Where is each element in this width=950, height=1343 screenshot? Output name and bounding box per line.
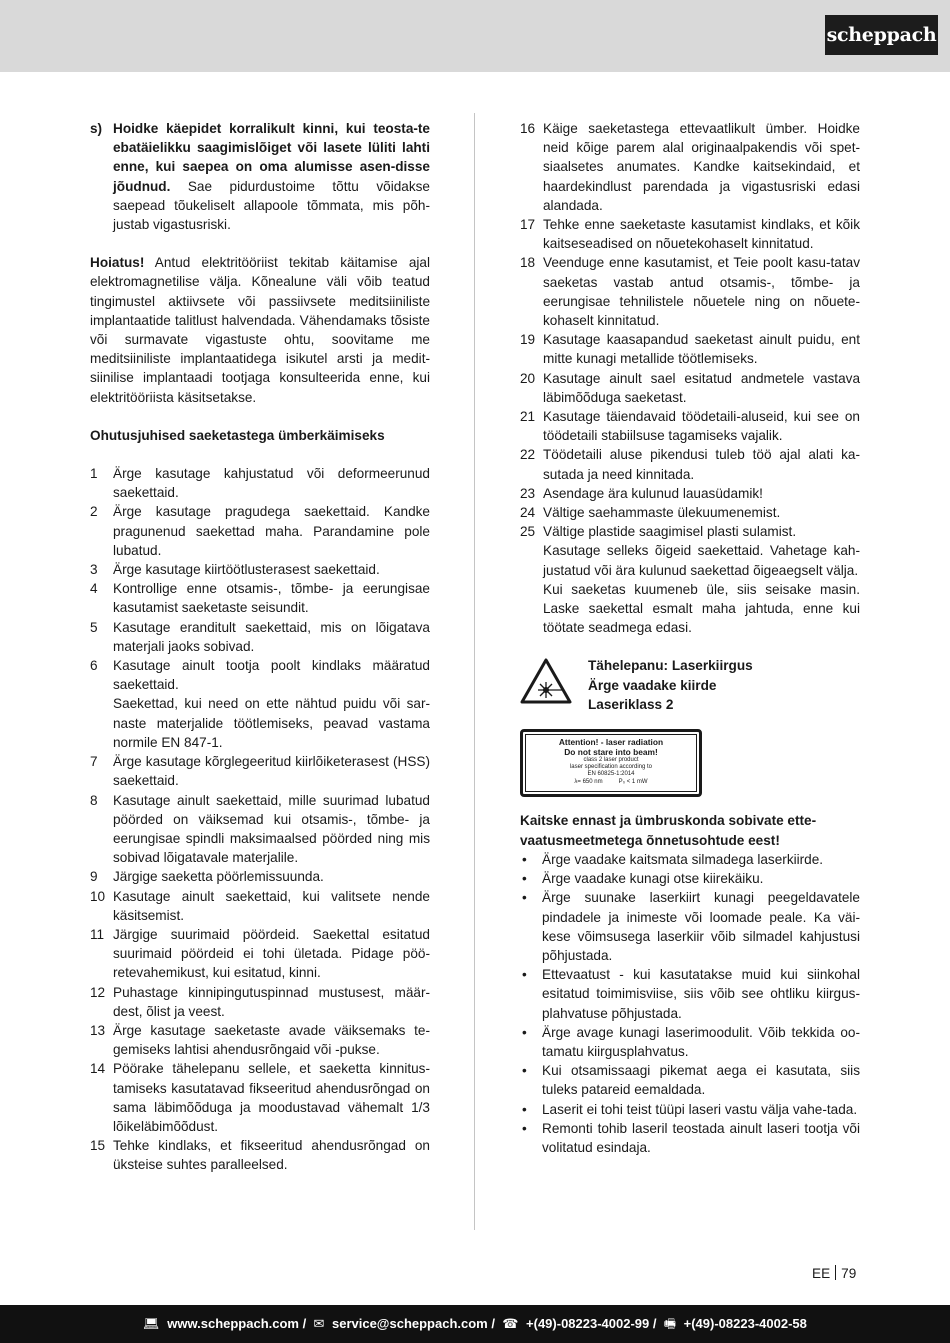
item-text [113,119,430,234]
item-number: 5 [90,619,98,635]
laser-line-1: Tähelepanu: Laserkiirgus [588,658,753,674]
item-text: Vältige plastide saagimisel plasti sulamist. [543,524,797,540]
bullet-item [520,850,860,869]
list-item [520,484,860,503]
laser-line-2: Ärge vaadake kiirde [588,677,717,693]
item-text: Tehke kindlaks, et fikseeritud ahendusrõngad on üksteise suhtes paralleelsed. [113,1138,430,1173]
item-number: 16 [520,121,536,136]
item-number: 14 [90,1061,106,1077]
list-item [90,925,430,983]
mail-icon: ✉︎ [313,1316,325,1331]
list-item [90,656,430,694]
item-subtext: Kasutage selleks õigeid saekettaid. Vahetage kah-justatud või ära kulunud saekettad õigeaegselt välja. [543,543,860,578]
item-number: 15 [90,1138,106,1154]
item-text: Puhastage kinnipingutuspinnad mustusest, määr-dest, õlist ja veest. [113,984,430,1019]
saw-blade-safety-list-continued [520,119,860,637]
laser-class-label [520,729,702,797]
item-s-text: Sae pidurdustoime tõttu võidakse saepead tõukeliselt allapoole tõmmata, mis põh-justab vigastusriski. [113,178,430,233]
laser-safety-bullets [520,850,860,1157]
item-number: 7 [90,754,98,770]
bullet-icon: • [522,1063,527,1079]
label-line-5: EN 60825-1:2014 [587,771,635,778]
item-number: 17 [520,217,536,233]
bullet-text: Kui otsamissaagi pikemat aega ei kasutata, siis tuleks patareid eemaldada. [542,1063,860,1098]
item-number: 19 [520,332,536,348]
item-text: Kasutage ainult sael esitatud andmetele vastava läbimõõduga saeketast. [543,370,860,405]
computer-icon: 💻︎ [143,1316,160,1331]
label-line-3: class 2 laser product [583,757,639,764]
scheppach-logo [825,15,938,55]
list-item [90,464,430,502]
saw-blade-safety-list [90,464,430,1175]
section-heading: Ohutusjuhised saeketastega ümberkäimiseks [90,427,385,443]
list-item [90,791,430,868]
laser-label-inner [525,734,697,792]
bullet-icon: • [522,1024,527,1040]
list-item [90,1136,430,1174]
page-number-value: 79 [841,1266,857,1281]
item-subtext: Saekettad, kui need on ette nähtud puidu või sar-naste materjalide töötlemiseks, peavad vastama normile EN 847-1. [113,696,430,750]
bullet-icon: • [522,890,527,906]
list-item [520,407,860,445]
item-number: 24 [520,505,536,521]
item-number: 12 [90,984,106,1000]
label-line-4: laser specification according to [569,764,653,771]
warning-paragraph [90,253,430,407]
bullet-item [520,965,860,1023]
item-number: 11 [90,926,105,942]
bullet-text: Laserit ei tohi teist tüüpi laseri vastu välja vahe-tada. [542,1101,858,1117]
item-number: 4 [90,581,98,597]
item-text: Vältige saehammaste ülekuumenemist. [543,505,781,521]
laser-line-3: Laseriklass 2 [588,696,674,712]
list-item [90,983,430,1021]
item-subtext: Kui saeketas kuumeneb üle, siis seisake masin. Laske saekettal esmalt maha jahtuda, enne kui töötate seadmega edasi. [543,581,860,636]
bullet-text: Ärge vaadake kunagi otse kiirekäiku. [542,871,764,887]
item-text: Käige saeketastega ettevaatlikult ümber. Hoidke neid kõige parem alal originaalpakendis või spet-siaalsetes anumates. Kandke kaitsekindaid, et haardekindlust parendada ja vigastusriski edasi alandada. [543,121,860,213]
item-text: Kasutage ainult saekettaid, mille suurimad lubatud pöörded on väiksemad kui otsamis-, tõmbe- ja eerungisae spindli maksimaalsed pöörded ning mis sobivad lõigatavale materjalile. [113,792,430,866]
item-text: Ärge kasutage kiirtöötlusterasest saekettaid. [113,562,380,578]
bullet-text: Ärge vaadake kaitsmata silmadega laserkiirde. [542,851,824,867]
item-number: 1 [90,466,98,482]
item-number: 9 [90,869,98,885]
list-item [90,560,430,579]
list-item [90,752,430,790]
bullet-item [520,869,860,888]
item-text: Kontrollige enne otsamis-, tõmbe- ja eerungisae kasutamist saeketaste seisundit. [113,581,430,616]
label-line-1: Attention! - laser radiation [558,737,664,748]
bullet-item [520,1023,860,1061]
list-item [520,330,860,368]
item-number: 21 [520,409,536,425]
page-number-separator [835,1265,836,1280]
list-item [520,445,860,483]
logo-text: scheppach [826,24,937,46]
warning-label: Hoiatus! [90,255,145,271]
bullet-item [520,1119,860,1157]
bullet-text: Ärge suunake laserkiirt kunagi peegeldavatele pindadele ja inimeste või loomade peale. Ka väi-kese võimsusega laserkiir võib silmadel kahjustusi põhjustada. [542,890,860,963]
page-lang: EE [812,1266,831,1281]
item-s-bold: Hoidke käepidet korralikult kinni, kui teosta-te ebatäielikku saagimislõiget või lasete lüliti lahti enne, kui saepea on oma alumisse asen-disse jõudnud. [113,121,430,194]
footer-phone: +(49)-08223-4002-99 / [526,1316,657,1331]
list-item [90,1059,430,1136]
laser-warning-block [520,656,860,801]
label-line-6 [526,778,696,786]
list-item [90,867,430,886]
item-text: Kasutage ainult tootja poolt kindlaks määratud saekettaid. [113,658,430,693]
laser-warning-text [588,656,860,714]
bullet-icon: • [522,851,527,867]
item-number: 8 [90,792,98,808]
list-item [90,579,430,617]
item-text: Ärge kasutage kõrglegeeritud kiirlõiketerasest (HSS) saekettaid. [113,754,430,789]
item-text: Töödetaili aluse pikendusi tuleb töö ajal alati ka-sutada ja need kinnitada. [543,447,860,482]
item-number: 18 [520,255,536,271]
label-line-2: Do not stare into beam! [564,747,658,758]
right-column [520,119,860,1157]
list-item [90,887,430,925]
bullet-icon: • [522,1101,527,1117]
item-number: 22 [520,447,536,463]
item-number: 25 [520,524,536,540]
label-power: P₀ < 1 mW [618,779,648,786]
protect-heading: Kaitske ennast ja ümbruskonda sobivate ette-vaatusmeetmetega õnnetusohtude eest! [520,813,817,848]
list-item [520,215,860,253]
item-text: Ärge kasutage pragudega saekettaid. Kandke pragunenud saekettad maha. Parandamine pole lubatud. [113,504,430,558]
list-item [90,502,430,560]
bullet-text: Ärge avage kunagi laserimoodulit. Võib tekkida oo-tamatu kiirgusplahvatus. [542,1024,860,1059]
page-header [0,0,950,72]
item-text: Kasutage täiendavaid töödetaili-aluseid, kui see on töödetaili stabiilsuse tagamiseks vajalik. [543,409,860,444]
item-text: Ärge kasutage saeketaste avade väiksemaks te-gemiseks lahtisi ahendusrõngaid või -pukse. [113,1022,430,1058]
page-footer [0,1305,950,1343]
item-text: Kasutage kaasapandud saeketast ainult puidu, ent mitte kunagi metallide töötlemiseks. [543,332,860,367]
item-marker: s) [90,121,103,136]
footer-fax: +(49)-08223-4002-58 [683,1316,807,1331]
item-number: 10 [90,888,106,904]
list-item [520,522,860,541]
list-item [520,503,860,522]
bullet-text: Ettevaatust - kui kasutatakse muid kui siinkohal esitatud toimimisviise, siis võib see ohtliku kiirgus-plahvatuse põhjustada. [542,967,860,1021]
safety-item-s [90,119,430,234]
fax-icon: 🖷︎ [663,1316,676,1331]
laser-warning-icon [520,658,572,704]
item-number: 2 [90,504,98,520]
warning-text: Antud elektritööriist tekitab käitamise ajal elektromagnetilise välja. Kõnealune väli võib teatud tingimustel aktiivsete või passiivsete meditsiiniliste implantaatide talitlust halvendada. Vähendamaks tõsiste või surmavate vigastuste ohtu, soovitame me meditsiiniliste implantaatidega isikutel arsti ja medit-siinilise implantaadi tootjaga konsulteerida enne, kui elektritööriista käsitsetakse. [90,255,430,405]
label-wavelength: λ= 650 nm [574,779,603,786]
phone-icon: ☎︎ [502,1316,519,1331]
bullet-icon: • [522,1120,527,1136]
footer-email[interactable]: service@scheppach.com / [331,1316,495,1331]
item-text: Ärge kasutage kahjustatud või deformeerunud saekettaid. [113,466,430,501]
item-text: Järgige saeketta pöörlemissuunda. [113,869,324,885]
column-divider [474,113,475,1230]
bullet-text: Remonti tohib laseril teostada ainult laseri tootja või volitatud esindaja. [542,1120,860,1155]
item-number: 3 [90,562,98,578]
item-text: Tehke enne saeketaste kasutamist kindlaks, et kõik kaitseseadised on nõuetekohaselt kinnitatud. [543,217,860,252]
bullet-item [520,1100,860,1119]
item-text: Veenduge enne kasutamist, et Teie poolt kasu-tatav saeketas vastab antud otsamis-, tõmbe- ja eerungisae tehnilistele nõuetele ning on nõuete-kohaselt kinnitatud. [543,255,860,329]
bullet-item [520,1061,860,1099]
item-number: 13 [90,1022,106,1038]
bullet-icon: • [522,967,527,983]
list-item [90,618,430,656]
bullet-icon: • [522,871,527,887]
bullet-item [520,888,860,965]
list-item [520,119,860,215]
item-text: Pöörake tähelepanu sellele, et saeketta kinnitus-tamiseks kasutatavad fikseeritud ahendusrõngad on sama läbimõõduga ja moodustavad vähemalt 1/3 lõikeläbimõõdust. [113,1061,430,1134]
item-text: Järgige suurimaid pöördeid. Saekettal esitatud suurimaid pöördeid ei tohi ületada. Pidage pöö-retevahemikust, kui esitatud, kinni. [113,926,430,981]
left-column [90,119,430,1175]
item-text: Kasutage ainult saekettaid, kui valitsete nende käsitsemist. [113,888,430,923]
item-number: 20 [520,370,536,386]
list-item [90,1021,430,1059]
footer-website[interactable]: www.scheppach.com / [167,1316,307,1331]
list-item [520,253,860,330]
item-text: Kasutage eranditult saekettaid, mis on lõigatava materjali jaoks sobivad. [113,619,430,654]
list-item [520,369,860,407]
item-number: 6 [90,658,98,674]
item-number: 23 [520,485,536,501]
item-text: Asendage ära kulunud lauasüdamik! [543,485,763,501]
page-number [812,1265,856,1283]
